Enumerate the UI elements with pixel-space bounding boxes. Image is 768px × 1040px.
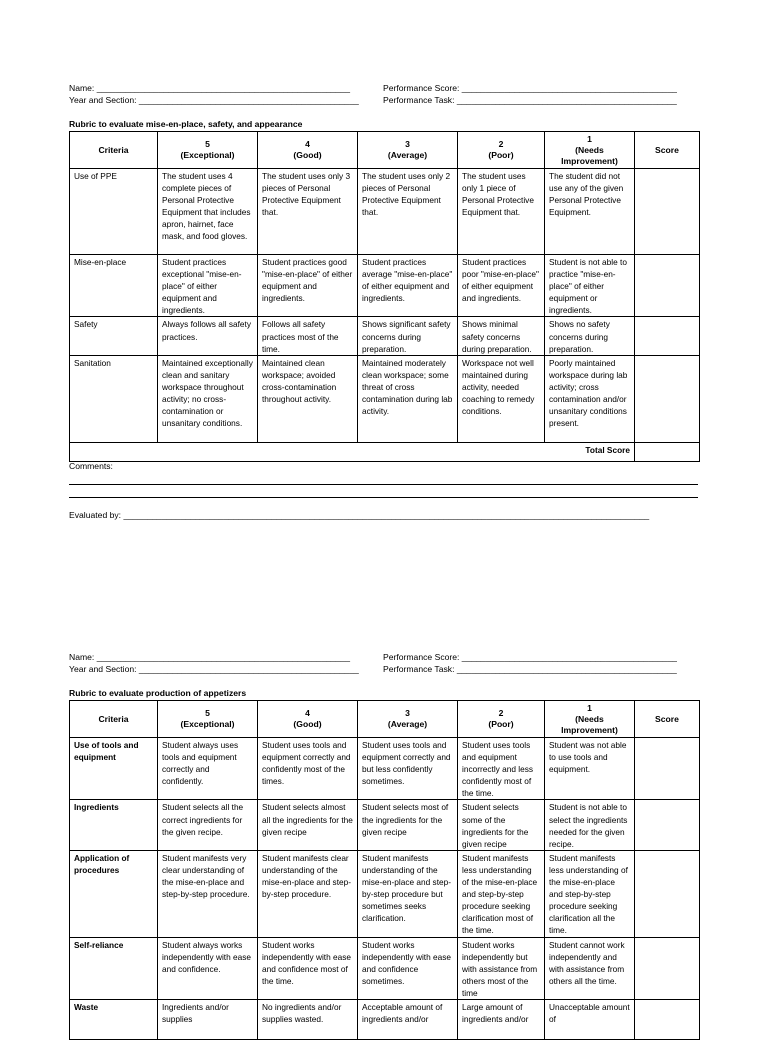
rating-cell: Maintained exceptionally clean and sanitary workspace throughout activity; no cross-contamination or unsanitary conditions. — [158, 355, 258, 442]
rating-cell: The student uses only 3 pieces of Personal Protective Equipment that. — [258, 169, 358, 255]
criteria-cell: Use of tools and equipment — [70, 738, 158, 800]
rating-cell: The student uses only 1 piece of Personal Protective Equipment that. — [458, 169, 545, 255]
rubric-table — [69, 131, 700, 462]
rating-cell: Student practices good "mise-en-place" of either equipment and ingredients. — [258, 255, 358, 317]
rating-cell: Student uses tools and equipment correctly and confidently most of the times. — [258, 738, 358, 800]
criteria-cell: Self-reliance — [70, 937, 158, 999]
column-header-criteria: Criteria — [70, 132, 158, 169]
rubric-title: Rubric to evaluate production of appetizers — [69, 688, 247, 698]
score-cell[interactable] — [635, 937, 700, 999]
column-header-4: 4 (Good) — [258, 701, 358, 738]
rating-cell: Student uses tools and equipment incorrectly and less confidently most of the time. — [458, 738, 545, 800]
rating-cell: The student uses only 2 pieces of Personal Protective Equipment that. — [358, 169, 458, 255]
score-cell[interactable] — [635, 317, 700, 355]
criteria-cell: Sanitation — [70, 355, 158, 442]
rating-cell: Student manifests clear understanding of the mise-en-place and step-by-step procedure. — [258, 850, 358, 937]
criteria-cell: Use of PPE — [70, 169, 158, 255]
rating-cell: Shows minimal safety concerns during preparation. — [458, 317, 545, 355]
rating-cell: Student practices average "mise-en-place" of either equipment and ingredients. — [358, 255, 458, 317]
rating-cell: Student manifests very clear understanding of the mise-en-place and step-by-step procedure. — [158, 850, 258, 937]
rating-cell: Shows no safety concerns during preparation. — [545, 317, 635, 355]
score-cell[interactable] — [635, 738, 700, 800]
table-header-row — [70, 701, 700, 738]
name-field[interactable]: Name: _____________________________________________________ — [69, 652, 351, 662]
score-cell[interactable] — [635, 169, 700, 255]
column-header-2: 2 (Poor) — [458, 701, 545, 738]
rating-cell: Maintained clean workspace; avoided cross-contamination throughout activity. — [258, 355, 358, 442]
score-cell[interactable] — [635, 1000, 700, 1040]
rubric-title: Rubric to evaluate mise-en-place, safety, and appearance — [69, 119, 303, 129]
rating-cell: Student was not able to use tools and equipment. — [545, 738, 635, 800]
table-row — [70, 800, 700, 850]
column-header-5: 5 (Exceptional) — [158, 132, 258, 169]
rating-cell: Student selects most of the ingredients for the given recipe — [358, 800, 458, 850]
rating-cell: Large amount of ingredients and/or — [458, 1000, 545, 1040]
rating-cell: Unacceptable amount of — [545, 1000, 635, 1040]
comments-label: Comments: — [69, 461, 113, 471]
evaluated-by-field[interactable]: Evaluated by: ______________________________________________________________________________________________________________ — [69, 510, 650, 520]
year-section-field[interactable]: Year and Section: ______________________________________________ — [69, 664, 359, 674]
rating-cell: Student is not able to practice "mise-en-place" of either equipment or ingredients. — [545, 255, 635, 317]
year-section-field[interactable]: Year and Section: ______________________________________________ — [69, 95, 359, 105]
name-field[interactable]: Name: _____________________________________________________ — [69, 83, 351, 93]
criteria-cell: Waste — [70, 1000, 158, 1040]
rating-cell: Poorly maintained workspace during lab activity; cross contamination and/or unsanitary conditions present. — [545, 355, 635, 442]
table-row — [70, 255, 700, 317]
score-cell[interactable] — [635, 255, 700, 317]
rating-cell: Student works independently with ease and confidence sometimes. — [358, 937, 458, 999]
criteria-cell: Safety — [70, 317, 158, 355]
rating-cell: Student selects some of the ingredients for the given recipe — [458, 800, 545, 850]
total-score-cell[interactable] — [635, 442, 700, 461]
criteria-cell: Application of procedures — [70, 850, 158, 937]
sheet2-header — [69, 651, 699, 675]
rating-cell: Acceptable amount of ingredients and/or — [358, 1000, 458, 1040]
rating-cell: Student is not able to select the ingredients needed for the given recipe. — [545, 800, 635, 850]
total-row — [70, 442, 700, 461]
rating-cell: Student manifests less understanding of the mise-en-place and step-by-step procedure seeking clarification most of the time. — [458, 850, 545, 937]
rating-cell: Student practices exceptional "mise-en-place" of either equipment and ingredients. — [158, 255, 258, 317]
rating-cell: Student cannot work independently and with assistance from others all the time. — [545, 937, 635, 999]
performance-task-field[interactable]: Performance Task: ______________________________________________ — [383, 664, 677, 674]
rating-cell: Student always uses tools and equipment correctly and confidently. — [158, 738, 258, 800]
column-header-criteria: Criteria — [70, 701, 158, 738]
table-row — [70, 169, 700, 255]
criteria-cell: Ingredients — [70, 800, 158, 850]
table-header-row — [70, 132, 700, 169]
rating-cell: Student selects almost all the ingredients for the given recipe — [258, 800, 358, 850]
rating-cell: The student did not use any of the given Personal Protective Equipment. — [545, 169, 635, 255]
rating-cell: Ingredients and/or supplies — [158, 1000, 258, 1040]
column-header-score: Score — [635, 701, 700, 738]
column-header-2: 2 (Poor) — [458, 132, 545, 169]
rating-cell: Follows all safety practices most of the time. — [258, 317, 358, 355]
rating-cell: Always follows all safety practices. — [158, 317, 258, 355]
rating-cell: Student manifests less understanding of the mise-en-place and step-by-step procedure seeking clarification all the time. — [545, 850, 635, 937]
sheet1-header — [69, 82, 699, 106]
rating-cell: Student uses tools and equipment correctly and but less confidently sometimes. — [358, 738, 458, 800]
performance-task-field[interactable]: Performance Task: ______________________________________________ — [383, 95, 677, 105]
column-header-5: 5 (Exceptional) — [158, 701, 258, 738]
column-header-1: 1 (Needs Improvement) — [545, 701, 635, 738]
column-header-3: 3 (Average) — [358, 701, 458, 738]
table-row — [70, 937, 700, 999]
rating-cell: Student works independently but with assistance from others most of the time — [458, 937, 545, 999]
comment-line[interactable] — [69, 484, 698, 485]
score-cell[interactable] — [635, 800, 700, 850]
rating-cell: Workspace not well maintained during activity, needed coaching to remedy conditions. — [458, 355, 545, 442]
table-row — [70, 738, 700, 800]
rating-cell: Student works independently with ease and confidence most of the time. — [258, 937, 358, 999]
table-row — [70, 355, 700, 442]
rating-cell: Student manifests understanding of the mise-en-place and step-by-step procedure but sometimes seeks clarification. — [358, 850, 458, 937]
table-row — [70, 850, 700, 937]
score-cell[interactable] — [635, 850, 700, 937]
rubric-table — [69, 700, 700, 1040]
column-header-1: 1 (Needs Improvement) — [545, 132, 635, 169]
rating-cell: Shows significant safety concerns during preparation. — [358, 317, 458, 355]
column-header-3: 3 (Average) — [358, 132, 458, 169]
performance-score-field[interactable]: Performance Score: _____________________________________________ — [383, 83, 677, 93]
table-row — [70, 317, 700, 355]
score-cell[interactable] — [635, 355, 700, 442]
table-row — [70, 1000, 700, 1040]
criteria-cell: Mise-en-place — [70, 255, 158, 317]
rating-cell: Student always works independently with ease and confidence. — [158, 937, 258, 999]
column-header-4: 4 (Good) — [258, 132, 358, 169]
rating-cell: The student uses 4 complete pieces of Personal Protective Equipment that includes apron, hairnet, face mask, and food gloves. — [158, 169, 258, 255]
performance-score-field[interactable]: Performance Score: _____________________________________________ — [383, 652, 677, 662]
column-header-score: Score — [635, 132, 700, 169]
comment-line[interactable] — [69, 497, 698, 498]
rating-cell: Student selects all the correct ingredients for the given recipe. — [158, 800, 258, 850]
rating-cell: Maintained moderately clean workspace; some threat of cross contamination during lab activity. — [358, 355, 458, 442]
rating-cell: Student practices poor "mise-en-place" of either equipment and ingredients. — [458, 255, 545, 317]
rating-cell: No ingredients and/or supplies wasted. — [258, 1000, 358, 1040]
total-score-label: Total Score — [70, 442, 635, 461]
